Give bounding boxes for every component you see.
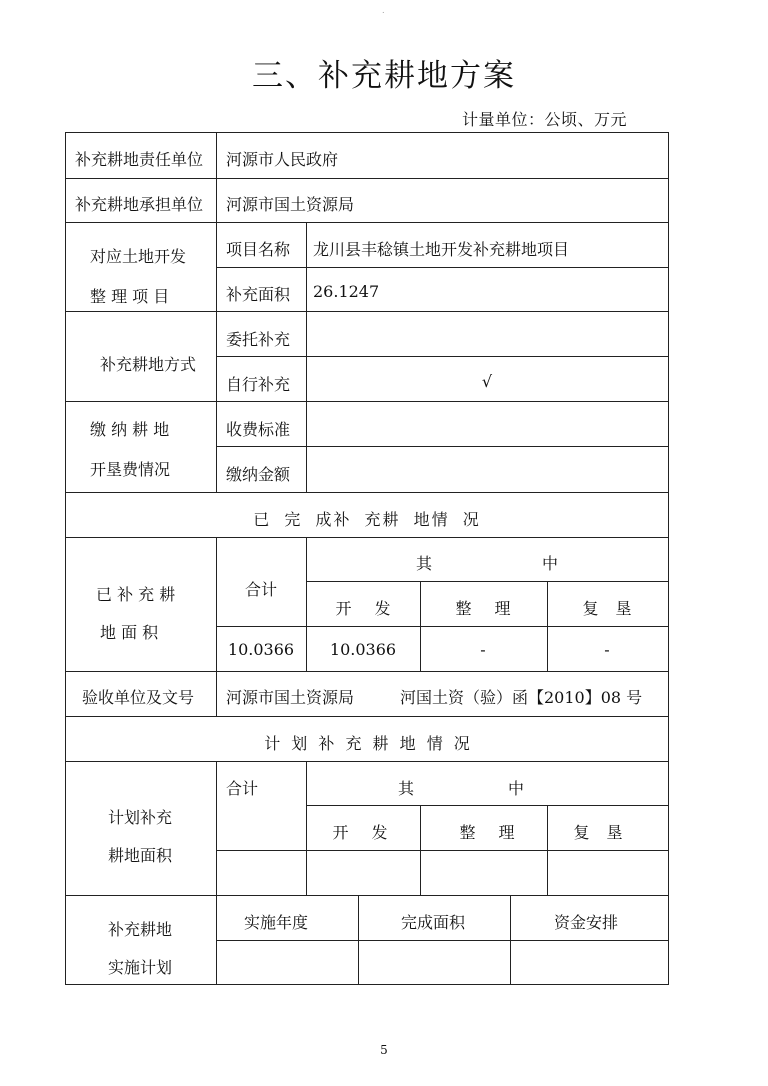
table-border-left (65, 132, 66, 985)
table-border-top (65, 132, 669, 133)
row-divider (65, 222, 669, 223)
measurement-unit: 计量单位：公顷、万元 (462, 110, 628, 129)
column-divider (358, 895, 359, 984)
page-number: 5 (380, 1043, 388, 1057)
row-divider (65, 761, 669, 762)
reclamation-fee-label-line2: 开垦费情况 (90, 460, 171, 479)
acceptance-unit-value: 河源市国土资源局 (226, 688, 355, 707)
completed-section-title: 已 完 成补 充耕 地情 况 (253, 510, 481, 529)
row-divider (65, 178, 669, 179)
column-divider (510, 895, 511, 984)
planned-among-label-1: 其 (398, 779, 415, 798)
planned-reclaim-label: 复 垦 (573, 823, 623, 842)
completed-total-value: 10.0366 (227, 640, 295, 659)
cell-divider (216, 940, 669, 941)
entrusted-supplement-label: 委托补充 (226, 330, 291, 349)
responsible-unit-value: 河源市人民政府 (226, 150, 339, 169)
project-name-label: 项目名称 (226, 240, 291, 259)
planned-consolidate-label: 整 理 (459, 823, 515, 842)
cell-divider (216, 850, 669, 851)
planned-area-label-line2: 耕地面积 (108, 846, 173, 865)
column-divider (216, 132, 217, 492)
acceptance-label: 验收单位及文号 (82, 688, 195, 707)
completed-reclaim-value: - (604, 640, 610, 659)
column-divider (216, 761, 217, 984)
page-title: 三、补充耕地方案 (252, 58, 516, 94)
completed-consolidate-label: 整 理 (455, 599, 511, 618)
cell-divider (306, 581, 669, 582)
supplement-method-label: 补充耕地方式 (100, 355, 197, 374)
cell-divider (306, 805, 669, 806)
self-supplement-label: 自行补充 (226, 375, 291, 394)
column-divider (547, 581, 548, 671)
row-divider (65, 537, 669, 538)
column-divider (547, 805, 548, 895)
supplement-area-value: 26.1247 (313, 282, 380, 301)
project-label-line2: 整 理 项 目 (90, 287, 170, 306)
table-border-right (668, 132, 669, 985)
column-divider (306, 222, 307, 492)
implementation-label-line1: 补充耕地 (108, 920, 173, 939)
row-divider (65, 716, 669, 717)
planned-area-label-line1: 计划补充 (108, 808, 173, 827)
column-divider (420, 581, 421, 671)
cell-divider (216, 626, 669, 627)
planned-develop-label: 开 发 (332, 823, 388, 842)
implementation-year-label: 实施年度 (243, 913, 309, 932)
cell-divider (216, 356, 669, 357)
completed-among-label-2: 中 (542, 554, 559, 573)
implementation-funds-label: 资金安排 (553, 913, 619, 932)
completed-develop-value: 10.0366 (329, 640, 397, 659)
completed-develop-label: 开 发 (335, 599, 391, 618)
planned-total-label: 合计 (226, 779, 259, 798)
reclamation-fee-label-line1: 缴 纳 耕 地 (90, 420, 170, 439)
column-divider (306, 537, 307, 671)
implementation-label-line2: 实施计划 (108, 958, 173, 977)
completed-area-label-line2: 地 面 积 (100, 623, 159, 642)
row-divider (65, 311, 669, 312)
row-divider (65, 492, 669, 493)
project-label-line1: 对应土地开发 (90, 247, 187, 266)
planned-section-title: 计 划 补 充 耕 地 情 况 (264, 734, 470, 753)
planned-among-label-2: 中 (508, 779, 525, 798)
row-divider (65, 895, 669, 896)
column-divider (420, 805, 421, 895)
completed-consolidate-value: - (480, 640, 486, 659)
fee-amount-label: 缴纳金额 (226, 465, 291, 484)
fee-standard-label: 收费标准 (226, 420, 291, 439)
completed-reclaim-label: 复 垦 (582, 599, 632, 618)
completed-area-label-line1: 已 补 充 耕 (96, 585, 176, 604)
undertaking-unit-value: 河源市国土资源局 (226, 195, 355, 214)
row-divider (65, 671, 669, 672)
implementation-area-label: 完成面积 (400, 913, 466, 932)
self-supplement-checkmark: √ (481, 372, 493, 391)
project-name-value: 龙川县丰稔镇土地开发补充耕地项目 (313, 240, 570, 259)
completed-total-label: 合计 (245, 580, 278, 599)
row-divider (65, 401, 669, 402)
responsible-unit-label: 补充耕地责任单位 (75, 150, 204, 169)
scan-speck: . (382, 6, 385, 15)
table-border-bottom (65, 984, 669, 985)
column-divider (306, 761, 307, 895)
cell-divider (216, 446, 669, 447)
cell-divider (216, 267, 669, 268)
undertaking-unit-label: 补充耕地承担单位 (75, 195, 204, 214)
column-divider (216, 537, 217, 716)
completed-among-label-1: 其 (416, 554, 433, 573)
supplement-area-label: 补充面积 (226, 285, 291, 304)
acceptance-document-number: 河国土资（验）函【2010】08 号 (400, 688, 643, 707)
